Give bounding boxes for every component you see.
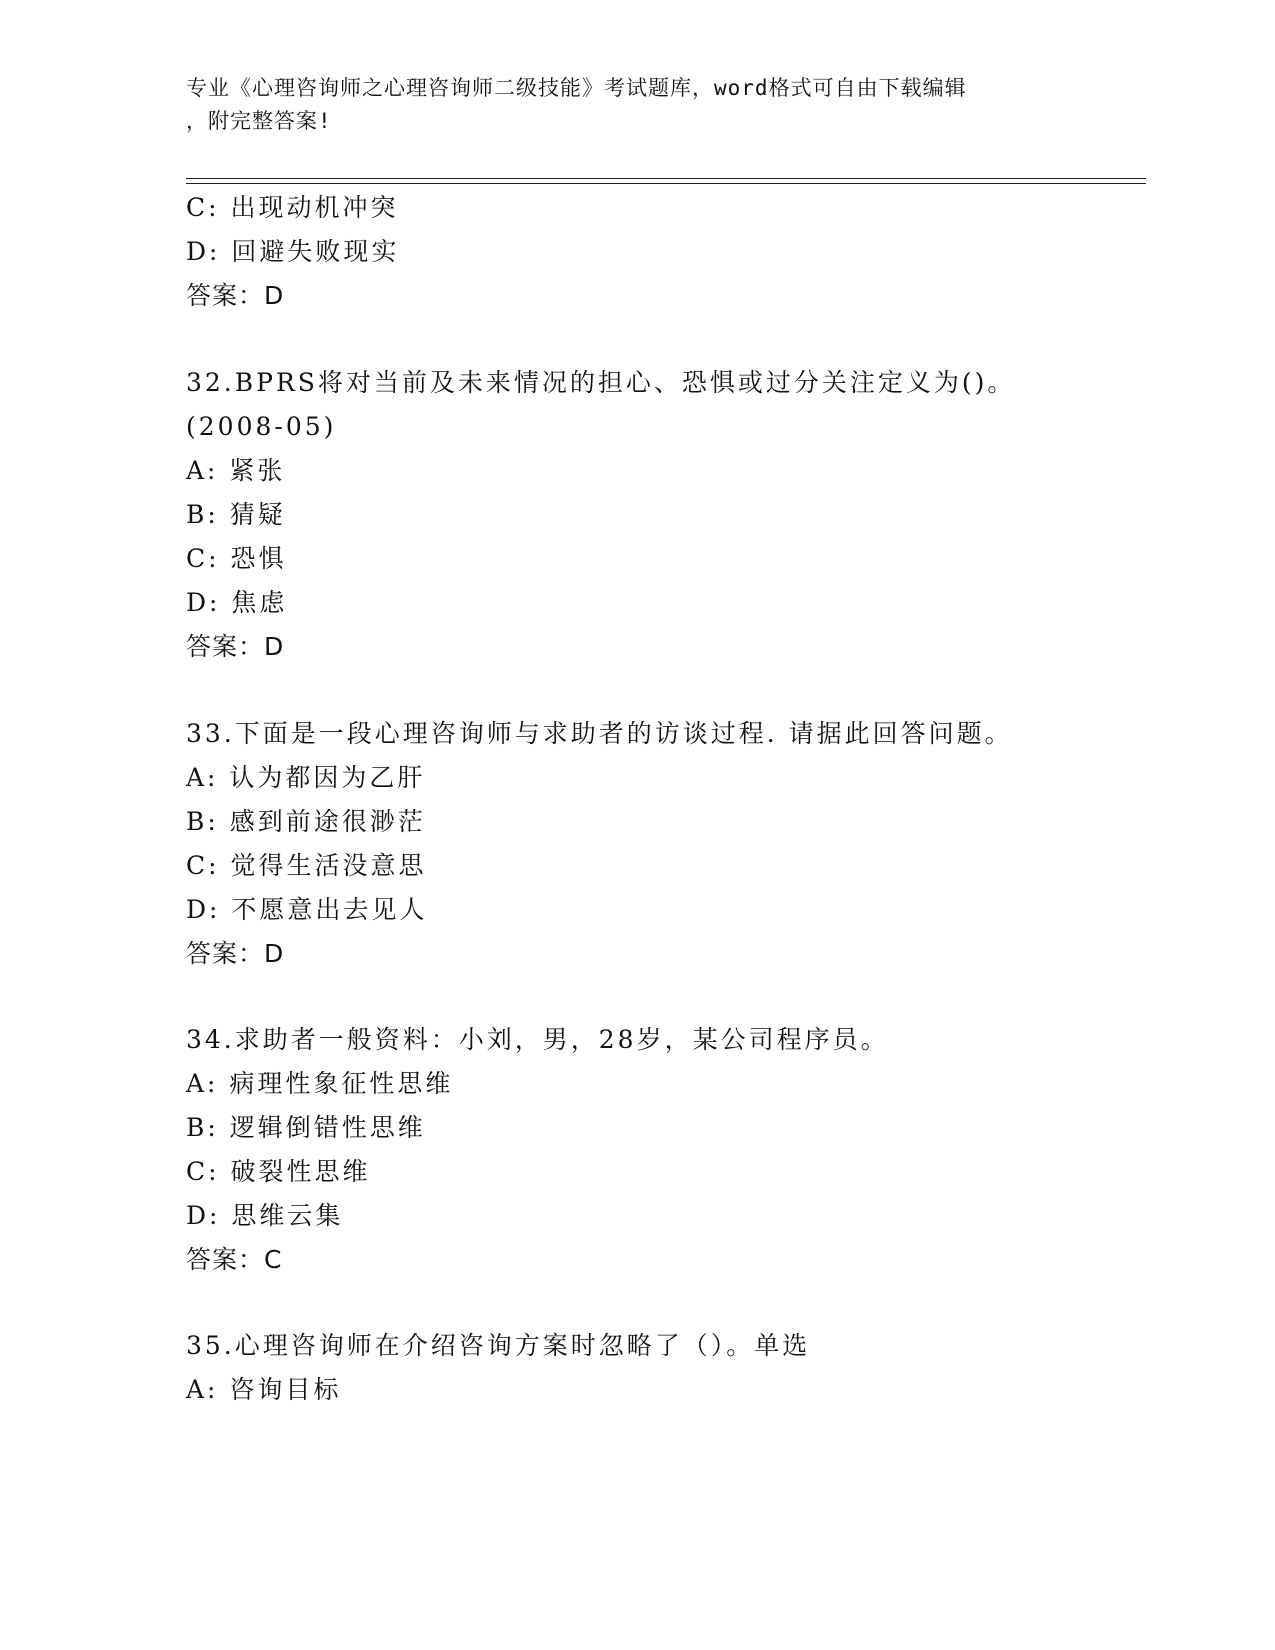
- option-c: C: 出现动机冲突: [186, 193, 399, 222]
- question-32-source: (2008-05): [186, 412, 337, 441]
- answer-line: 答案：C: [186, 1245, 283, 1274]
- option-d: D: 回避失败现实: [186, 237, 400, 266]
- option-b: B: 感到前途很渺茫: [186, 807, 426, 836]
- option-a: A: 紧张: [186, 456, 286, 485]
- header-line-2: ，附完整答案!: [186, 109, 332, 133]
- option-b: B: 猜疑: [186, 500, 286, 529]
- option-b: B: 逻辑倒错性思维: [186, 1113, 426, 1142]
- answer-line: 答案：D: [186, 632, 285, 661]
- question-32: 32.BPRS将对当前及未来情况的担心、恐惧或过分关注定义为()。: [186, 368, 1016, 397]
- option-c: C: 恐惧: [186, 544, 287, 573]
- header-divider-top: [186, 178, 1146, 179]
- option-d: D: 思维云集: [186, 1201, 344, 1230]
- option-c: C: 破裂性思维: [186, 1157, 371, 1186]
- question-34: 34.求助者一般资料：小刘，男，28岁，某公司程序员。: [186, 1025, 889, 1054]
- option-a: A: 咨询目标: [186, 1375, 342, 1404]
- question-35: 35.心理咨询师在介绍咨询方案时忽略了（）。单选: [186, 1331, 811, 1360]
- question-33: 33.下面是一段心理咨询师与求助者的访谈过程. 请据此回答问题。: [186, 719, 1013, 748]
- header-divider-bottom: [186, 183, 1146, 184]
- answer-line: 答案：D: [186, 939, 285, 968]
- option-a: A: 病理性象征性思维: [186, 1069, 454, 1098]
- header-line-1: 专业《心理咨询师之心理咨询师二级技能》考试题库，word格式可自由下载编辑: [186, 76, 967, 100]
- option-d: D: 不愿意出去见人: [186, 895, 428, 924]
- option-c: C: 觉得生活没意思: [186, 851, 427, 880]
- option-a: A: 认为都因为乙肝: [186, 763, 426, 792]
- document-header: [186, 72, 1066, 138]
- answer-line: 答案：D: [186, 281, 285, 310]
- option-d: D: 焦虑: [186, 588, 288, 617]
